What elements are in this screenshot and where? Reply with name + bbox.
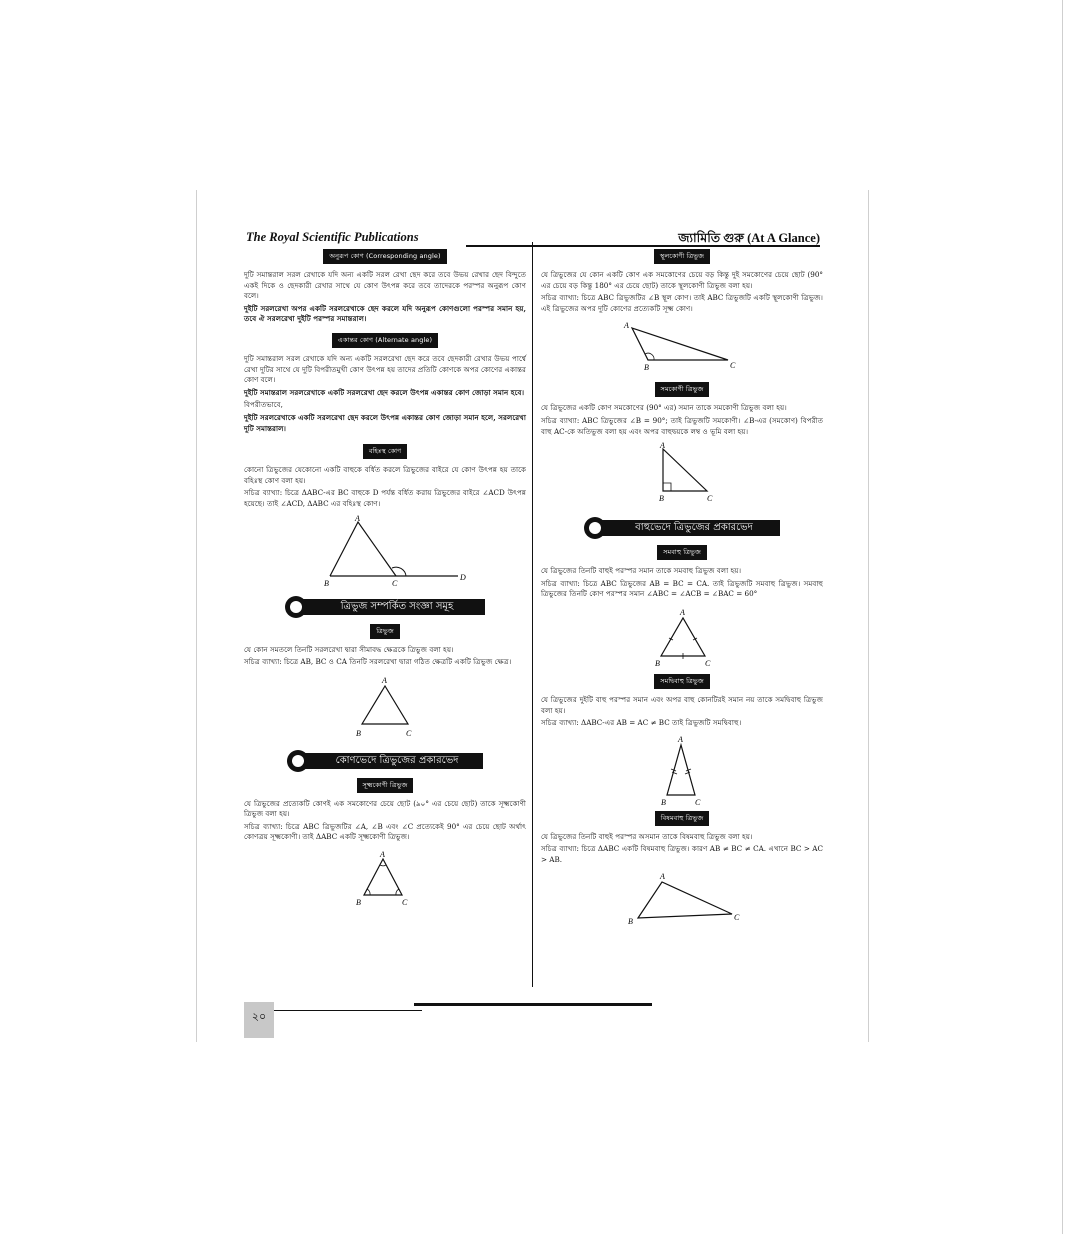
acute-triangle-tag: সূক্ষ্মকোণী ত্রিভুজ — [357, 778, 414, 793]
angle-types-banner — [287, 750, 483, 772]
alternate-angle-converse: দুইটি সরলরেখাকে একটি সরলরেখা ছেদ করলে উৎপন্ন একান্তর কোণ জোড়া সমান হলে, সরলরেখা দুটি সমান্তরাল। — [244, 412, 526, 433]
isosceles-triangle-figure — [637, 733, 727, 807]
right-label-a: A — [660, 441, 665, 451]
equilateral-triangle-definition: যে ত্রিভুজের তিনটি বাহুই পরস্পর সমান তাকে সমবাহু ত্রিভুজ বলা হয়। — [541, 566, 742, 576]
scalene-triangle-figure — [612, 870, 752, 930]
triangle-tag: ত্রিভুজ — [370, 624, 400, 639]
banner-circle-icon — [285, 596, 307, 618]
obtuse-triangle-explanation: সচিত্র ব্যাখ্যা: চিত্রে ABC ত্রিভুজটির ∠B স্থূল কোণ। তাই ABC ত্রিভুজটি একটি স্থূলকোণী ত্রিভুজ। এই ত্রিভুজের অপর দুটি কোণের প্রত্যেকটি সূক্ষ্ম কোণ। — [541, 293, 823, 313]
scalene-triangle-definition: যে ত্রিভুজের তিনটি বাহুই পরস্পর অসমান তাকে বিষমবাহু ত্রিভুজ বলা হয়। — [541, 831, 753, 841]
left-column — [244, 245, 526, 913]
column-divider — [532, 242, 533, 987]
equilateral-label-a: A — [680, 607, 685, 617]
right-column — [541, 245, 823, 934]
exterior-angle-text: কোনো ত্রিভুজের যেকোনো একটি বাহুকে বর্ধিত করলে ত্রিভুজের বাইরে যে কোণ উৎপন্ন হয় তাকে বহিঃস্থ কোণ বলা হয়। — [244, 465, 526, 485]
right-triangle-explanation: সচিত্র ব্যাখ্যা: ABC ত্রিভুজের ∠B = 90°; তাই ত্রিভুজটি সমকোণী। ∠B-এর (সমকোণ) বিপরীত বাহু AC-কে অতিভুজ বলা হয় এবং অপর বাহুদ্বয়কে লম্ব ও ভূমি বলা হয়। — [541, 415, 823, 436]
isosceles-triangle-explanation: সচিত্র ব্যাখ্যা: ΔABC-এর AB = AC ≠ BC তাই ত্রিভুজটি সমদ্বিবাহু। — [541, 718, 742, 728]
isosceles-triangle-definition: যে ত্রিভুজের দুইটি বাহু পরস্পর সমান এবং অপর বাহু কোনটিরই সমান নয় তাকে সমদ্বিবাহু ত্রিভুজ বলা হয়। — [541, 694, 823, 715]
right-triangle-tag: সমকোণী ত্রিভুজ — [655, 382, 710, 397]
equilateral-triangle-figure — [637, 604, 727, 670]
banner-circle-icon — [287, 750, 309, 772]
page-number: ২০ — [244, 1002, 274, 1038]
triangle-label-c: C — [406, 728, 412, 738]
isosceles-triangle-tag: সমদ্বিবাহু ত্রিভুজ — [654, 674, 710, 689]
scalene-label-b: B — [628, 916, 633, 926]
exterior-label-c: C — [392, 578, 398, 586]
right-label-c: C — [707, 494, 713, 504]
equilateral-label-b: B — [655, 658, 660, 668]
side-types-banner — [584, 517, 780, 539]
obtuse-label-b: B — [644, 363, 649, 373]
exterior-label-b: B — [324, 578, 329, 586]
equilateral-triangle-tag: সমবাহু ত্রিভুজ — [657, 545, 707, 560]
alternate-angle-converse-label: বিপরীতভাবে, — [244, 400, 283, 410]
publisher-title: The Royal Scientific Publications — [246, 230, 419, 244]
scalene-label-a: A — [660, 871, 665, 881]
acute-triangle-explanation: সচিত্র ব্যাখ্যা: চিত্রে ABC ত্রিভুজটির ∠A, ∠B এবং ∠C প্রত্যেকেই 90° এর চেয়ে ছোট অর্থাৎ কোণত্রয় সূক্ষ্মকোণী। তাই ΔABC একটি সূক্ষ্মকোণী ত্রিভুজ। — [244, 821, 526, 842]
right-triangle-definition: যে ত্রিভুজের একটি কোণ সমকোণের (90° এর) সমান তাকে সমকোণী ত্রিভুজ বলা হয়। — [541, 403, 787, 413]
book-page — [196, 190, 868, 1042]
triangle-figure — [340, 672, 430, 740]
side-types-title: বাহুভেদে ত্রিভুজের প্রকারভেদ — [594, 520, 780, 536]
angle-types-title: কোণভেদে ত্রিভুজের প্রকারভেদ — [297, 753, 483, 769]
scalene-triangle-explanation: সচিত্র ব্যাখ্যা: চিত্রে ΔABC একটি বিষমবাহু ত্রিভুজ। কারণ AB ≠ BC ≠ CA. এখানে BC > AC > AB. — [541, 844, 823, 864]
footer-thick-rule — [414, 1003, 652, 1006]
chapter-title: জ্যামিতি গুরু (At A Glance) — [678, 231, 820, 245]
exterior-label-a: A — [355, 513, 360, 523]
equilateral-label-c: C — [705, 658, 711, 668]
triangle-label-b: B — [356, 728, 361, 738]
isosceles-label-b: B — [661, 797, 666, 807]
acute-label-b: B — [356, 898, 361, 908]
right-triangle-figure — [627, 441, 737, 507]
right-label-b: B — [659, 494, 664, 504]
obtuse-triangle-tag: স্থূলকোণী ত্রিভুজ — [654, 249, 710, 264]
corresponding-angle-text: দুটি সমান্তরাল সরল রেখাকে যদি অন্য একটি সরল রেখা ছেদ করে তবে উভয় রেখার ছেদ বিন্দুতে একই দিকে ও ছেদকারী রেখার সাথে যে কোণ উৎপন্ন করে তবে তাদেরকে পরস্পর অনুরূপ কোণ বলে। — [244, 270, 526, 301]
footer-thin-rule — [274, 1010, 422, 1011]
isosceles-label-c: C — [695, 797, 701, 807]
exterior-angle-explanation: সচিত্র ব্যাখ্যা: চিত্রে ΔABC-এর BC বাহুকে D পর্যন্ত বর্ধিত করায় ত্রিভুজের বাইরে ∠ACD উৎপন্ন হয়েছে। তাই ∠ACD, ΔABC এর বহিঃস্থ কোণ। — [244, 488, 526, 508]
triangle-definition: যে কোন সমতলে তিনটি সরলরেখা দ্বারা সীমাবদ্ধ ক্ষেত্রকে ত্রিভুজ বলা হয়। — [244, 644, 454, 654]
frame-edge-right — [1062, 0, 1063, 1234]
scalene-triangle-tag: বিষমবাহু ত্রিভুজ — [655, 811, 710, 826]
triangle-label-a: A — [382, 675, 387, 685]
alternate-angle-text: দুটি সমান্তরাল সরল রেখাকে যদি অন্য একটি সরলরেখা ছেদ করে তবে ছেদকারী রেখার উভয় পার্শ্বে রেখা দুটির সাথে যে দুটি বিপরীতমুখী কোণ উৎপন্ন হয় তাদের প্রতিটি কোণকে অপর কোণের একান্তর কোণ বলে। — [244, 353, 526, 385]
corresponding-angle-tag: অনুরূপ কোণ (Corresponding angle) — [323, 249, 446, 264]
alternate-angle-tag: একান্তর কোণ (Alternate angle) — [332, 333, 438, 348]
triangle-definitions-banner — [285, 596, 485, 618]
equilateral-triangle-explanation: সচিত্র ব্যাখ্যা: চিত্রে ABC ত্রিভুজের AB = BC = CA. তাই ত্রিভুজটি সমবাহু ত্রিভুজ। সমবাহু ত্রিভুজের তিনটি কোণ পরস্পর সমান ∠ABC = ∠ACB = ∠BAC = 60° — [541, 578, 823, 599]
alternate-angle-theorem: দুইটি সমান্তরাল সরলরেখাকে একটি সরলরেখা ছেদ করলে উৎপন্ন একান্তর কোণ জোড়া সমান হবে। — [244, 387, 525, 397]
obtuse-label-a: A — [624, 321, 629, 331]
corresponding-angle-theorem: দুইটি সরলরেখা অপর একটি সরলরেখাকে ছেদ করলে যদি অনুরূপ কোণগুলো পরস্পর সমান হয়, তবে ঐ সরলরেখা দুইটি পরস্পর সমান্তরাল। — [244, 303, 526, 324]
acute-label-a: A — [380, 850, 385, 860]
isosceles-label-a: A — [678, 734, 683, 744]
acute-triangle-figure — [340, 847, 430, 909]
triangle-explanation: সচিত্র ব্যাখ্যা: চিত্রে AB, BC ও CA তিনটি সরলরেখা দ্বারা গঠিত ক্ষেত্রটি একটি ত্রিভুজ ক্ষেত্র। — [244, 657, 512, 667]
triangle-definitions-title: ত্রিভুজ সম্পর্কিত সংজ্ঞা সমূহ — [295, 599, 485, 615]
acute-triangle-definition: যে ত্রিভুজের প্রত্যেকটি কোণই এক সমকোণের চেয়ে ছোট (৯০° এর চেয়ে ছোট) তাকে সূক্ষ্মকোণী ত্রিভুজ বলা হয়। — [244, 798, 526, 819]
obtuse-triangle-figure — [612, 318, 752, 374]
exterior-angle-figure — [300, 514, 470, 586]
exterior-angle-tag: বহিঃস্থ কোণ — [363, 444, 407, 459]
exterior-label-d: D — [460, 572, 466, 582]
obtuse-label-c: C — [730, 361, 736, 371]
page-edge-right — [868, 190, 869, 1042]
banner-circle-icon — [584, 517, 606, 539]
scalene-label-c: C — [734, 912, 740, 922]
acute-label-c: C — [402, 898, 408, 908]
obtuse-triangle-definition: যে ত্রিভুজের যে কোন একটি কোণ এক সমকোণের চেয়ে বড় কিন্তু দুই সমকোণের চেয়ে ছোট (90° এর চেয়ে বড় কিন্তু 180° এর চেয়ে ছোট) তাকে স্থূলকোণী ত্রিভুজ বলা হয়। — [541, 270, 823, 290]
